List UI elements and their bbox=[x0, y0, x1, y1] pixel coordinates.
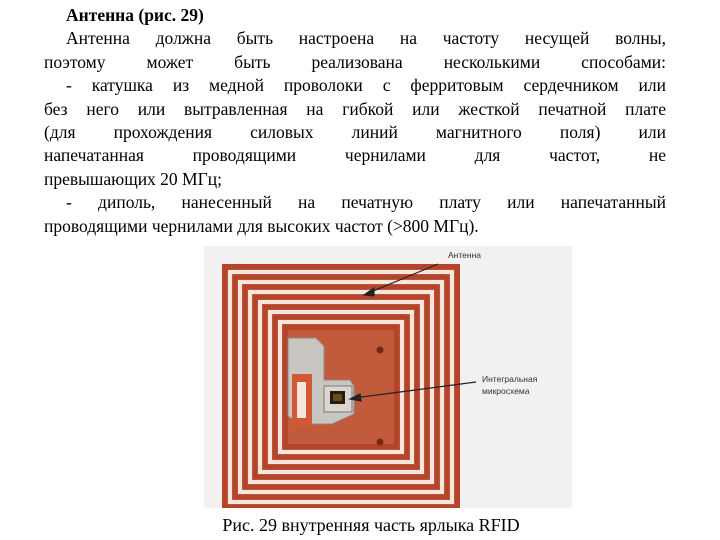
chip-label-line2: микросхема bbox=[482, 386, 530, 396]
paragraph-line: превышающих 20 МГц; bbox=[44, 168, 222, 189]
paragraph-line: без него или вытравленная на гибкой или жесткой печатной плате bbox=[44, 98, 666, 119]
paragraph-line: поэтому может быть реализована несколькими способами: bbox=[44, 51, 666, 72]
document-text bbox=[44, 4, 666, 238]
paragraph-line: Антенна должна быть настроена на частоту несущей волны, bbox=[66, 28, 666, 49]
antenna-label: Антенна bbox=[448, 250, 482, 260]
rfid-tag-figure bbox=[204, 246, 572, 508]
paragraph-line: (для прохождения силовых линий магнитного поля) или bbox=[44, 122, 666, 143]
chip-label-line1: Интегральная bbox=[482, 374, 538, 384]
paragraph-line: - диполь, нанесенный на печатную плату или напечатанный bbox=[66, 192, 666, 213]
paragraph-line: напечатанная проводящими чернилами для частот, не bbox=[44, 145, 666, 166]
paragraph-line: проводящими чернилами для высоких частот (>800 МГц). bbox=[44, 215, 479, 236]
figure-caption: Рис. 29 внутренняя часть ярлыка RFID bbox=[222, 515, 520, 535]
paragraph-line: - катушка из медной проволоки с ферритовым сердечником или bbox=[66, 75, 666, 96]
section-title: Антенна (рис. 29) bbox=[66, 5, 204, 25]
